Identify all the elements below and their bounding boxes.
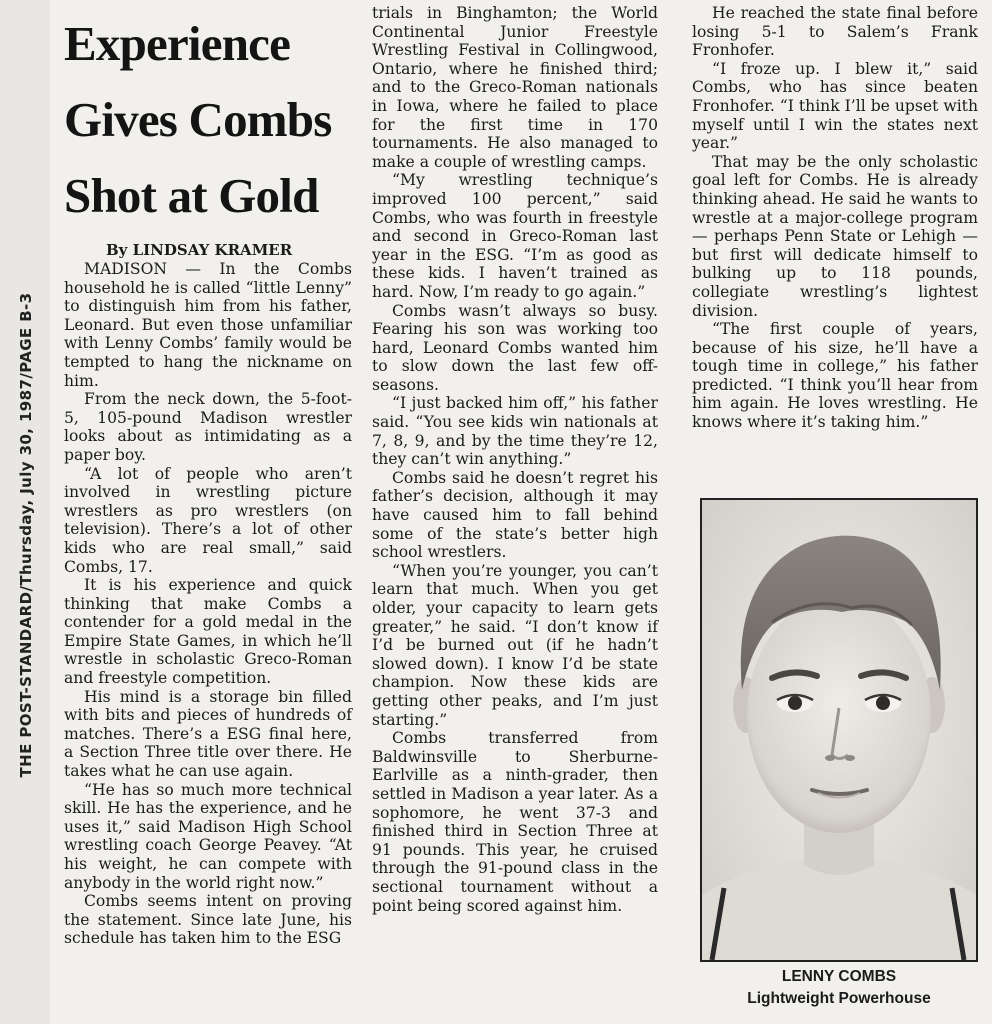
headline-line-1: Experience <box>64 16 291 71</box>
headline-line-2: Gives Combs <box>64 92 332 147</box>
portrait-illustration <box>702 500 976 960</box>
article-column-1 <box>64 4 352 948</box>
paragraph: Combs transferred from Baldwinsville to Sherburne-Earlville as a ninth-grader, then settled in Madison a year later. As a sophomore, he went 37-3 and finished third in Section Three at 91 pounds. This year, he cruised through the 91-pound class in the sectional tournament without a point being scored against him. <box>372 729 658 915</box>
paragraph: “The first couple of years, because of his size, he’ll have a tough time in college,” his father predicted. “I think you’ll hear from him again. He loves wrestling. He knows where it’s taking him.” <box>692 320 978 432</box>
paragraph: His mind is a storage bin filled with bits and pieces of hundreds of matches. There’s a ESG final here, a Section Three title over there. He takes what he can use again. <box>64 687 352 781</box>
paragraph: “I froze up. I blew it,” said Combs, who has since beaten Fronhofer. “I think I’ll be upset with myself until I win the states next year.” <box>692 59 978 153</box>
paragraph: That may be the only scholastic goal left for Combs. He is already thinking ahead. He said he wants to wrestle at a major-college program — perhaps Penn State or Lehigh — but first will dedicate himself to bulking up to 118 pounds, collegiate wrestling’s lightest division. <box>692 152 978 320</box>
paragraph: He reached the state final before losing 5-1 to Salem’s Frank Fronhofer. <box>692 4 978 60</box>
paragraph: MADISON — In the Combs household he is called “little Lenny” to distinguish him from his father, Leonard. But even those unfamiliar with Lenny Combs’ family would be tempted to hang the nickname on him. <box>64 260 352 390</box>
paragraph: “I just backed him off,” his father said. “You see kids win nationals at 7, 8, 9, and by the time they’re 12, they can’t win anything.” <box>372 394 658 469</box>
headline <box>64 6 352 234</box>
article-column-2 <box>372 4 658 915</box>
photo-caption-name: LENNY COMBS <box>781 968 897 985</box>
paragraph: “When you’re younger, you can’t learn that much. When you get older, your capacity to learn gets greater,” he said. “I don’t know if I’d be burned out (if he hadn’t slowed down). I know I’d be state champion. Now these kids are getting other peaks, and I’m just starting.” <box>372 561 658 729</box>
photo-caption-subtitle: Lightweight Powerhouse <box>747 990 931 1007</box>
paragraph: Combs wasn’t always so busy. Fearing his son was working too hard, Leonard Combs wanted him to slow down the last few off-seasons. <box>372 301 658 394</box>
paragraph: From the neck down, the 5-foot-5, 105-pound Madison wrestler looks about as intimidating as a paper boy. <box>64 390 352 464</box>
paragraph: “My wrestling technique’s improved 100 percent,” said Combs, who was fourth in freestyle and second in Greco-Roman last year in the ESG. “I’m as good as these kids. I haven’t trained as hard. Now, I’m ready to go again.” <box>372 171 658 301</box>
page-folio: THE POST-STANDARD/Thursday, July 30, 1987/PAGE B-3 <box>17 292 35 778</box>
paragraph: trials in Binghamton; the World Continental Junior Freestyle Wrestling Festival in Collingwood, Ontario, where he finished third; and to the Greco-Roman nationals in Iowa, where he failed to place for the first time in 170 tournaments. He also managed to make a couple of wrestling camps. <box>372 4 658 171</box>
paragraph: Combs said he doesn’t regret his father’s decision, although it may have caused him to fall behind some of the state’s better high school wrestlers. <box>372 468 658 562</box>
article-column-3 <box>692 4 978 432</box>
paragraph: Combs seems intent on proving the statement. Since late June, his schedule has taken him to the ESG <box>64 892 352 948</box>
headline-line-3: Shot at Gold <box>64 168 319 223</box>
page-margin-strip <box>0 0 50 1024</box>
byline: By LINDSAY KRAMER <box>106 241 293 259</box>
paragraph: “A lot of people who aren’t involved in wrestling picture wrestlers as pro wrestlers (on television). There’s a lot of other kids who are real small,” said Combs, 17. <box>64 464 352 576</box>
paragraph: It is his experience and quick thinking that make Combs a contender for a gold medal in the Empire State Games, in which he’ll wrestle in scholastic Greco-Roman and freestyle competition. <box>64 576 352 688</box>
portrait-photo <box>700 498 978 962</box>
paragraph: “He has so much more technical skill. He has the experience, and he uses it,” said Madison High School wrestling coach George Peavey. “At his weight, he can compete with anybody in the world right now.” <box>64 780 352 892</box>
